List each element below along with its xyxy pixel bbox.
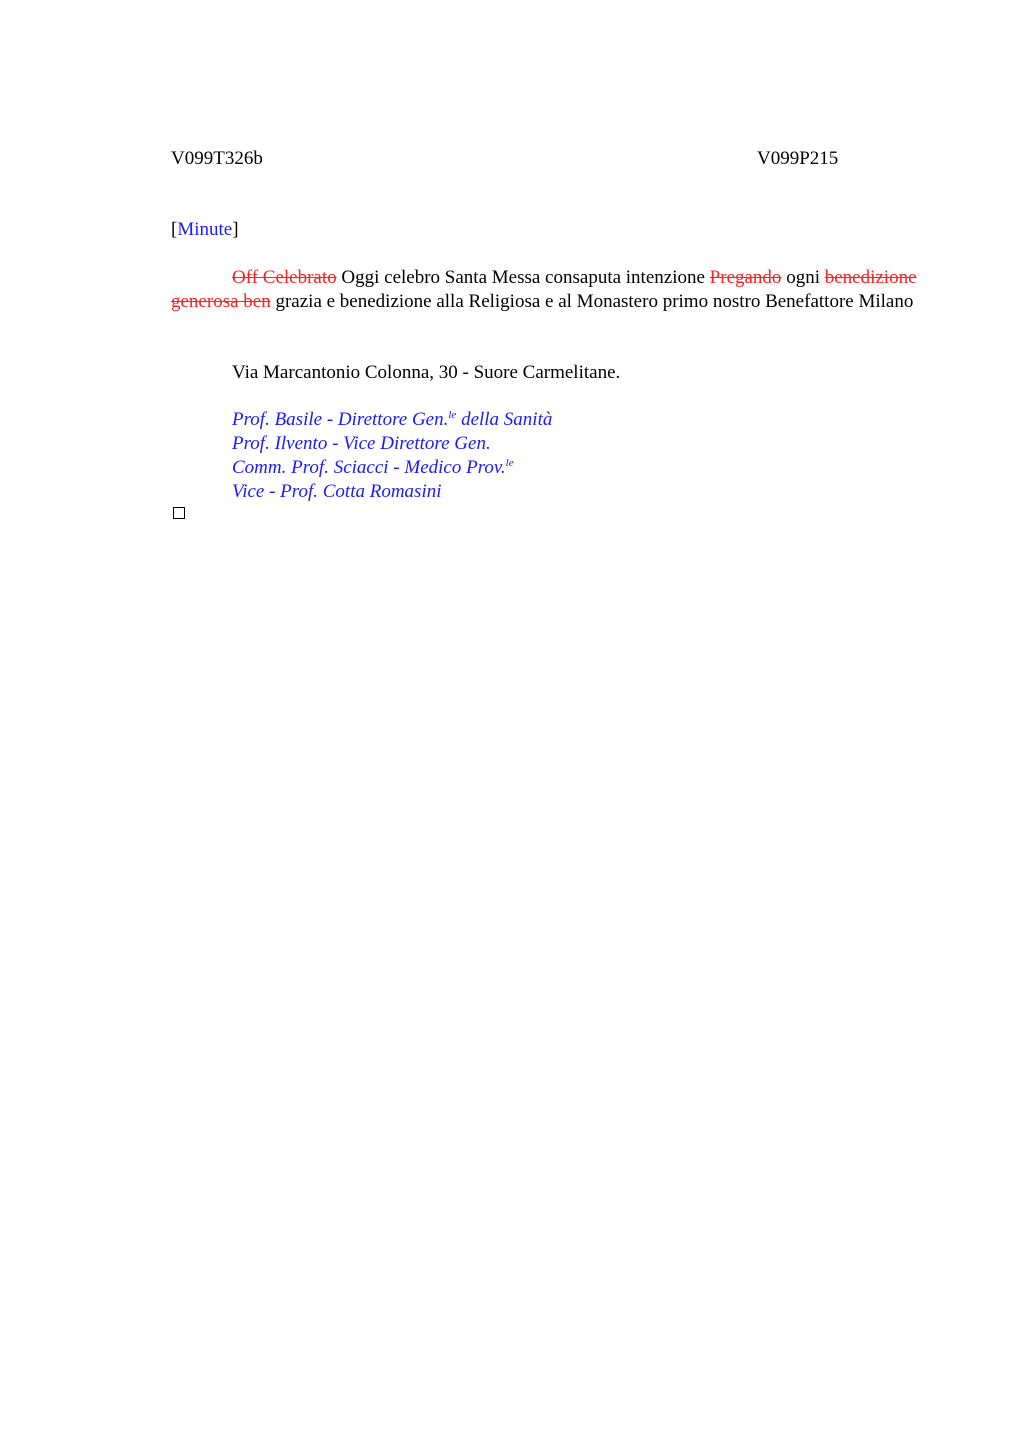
main-paragraph [171,266,921,314]
document-code-left: V099T326b [171,148,263,169]
paragraph-text: Oggi celebro Santa Messa consaputa intenzione [336,267,710,288]
name-line: Prof. Ilvento - Vice Direttore Gen. [232,433,491,454]
deleted-text: benedizione generosa ben [171,267,917,312]
close-bracket: ] [232,219,239,240]
document-code-right: V099P215 [757,148,839,169]
names-list [232,408,552,504]
empty-box-icon [173,507,185,519]
open-bracket: [ [171,219,178,240]
paragraph-text: grazia e benedizione alla Religiosa e al Monastero primo nostro Benefattore Milano [270,291,914,312]
deleted-text: Pregando [709,267,782,288]
name-line: Vice - Prof. Cotta Romasini [232,481,442,502]
address-line: Via Marcantonio Colonna, 30 - Suore Carmelitane. [232,362,621,383]
minute-label [171,218,239,242]
deleted-text: Off Celebrato [232,267,337,288]
paragraph-text: ogni [781,267,825,288]
name-line: Prof. Basile - Direttore Gen.$^{le}$ della Sanità [232,409,553,430]
minute-text: Minute [177,219,233,240]
name-line: Comm. Prof. Sciacci - Medico Prov.$^{le}$ [232,457,514,478]
